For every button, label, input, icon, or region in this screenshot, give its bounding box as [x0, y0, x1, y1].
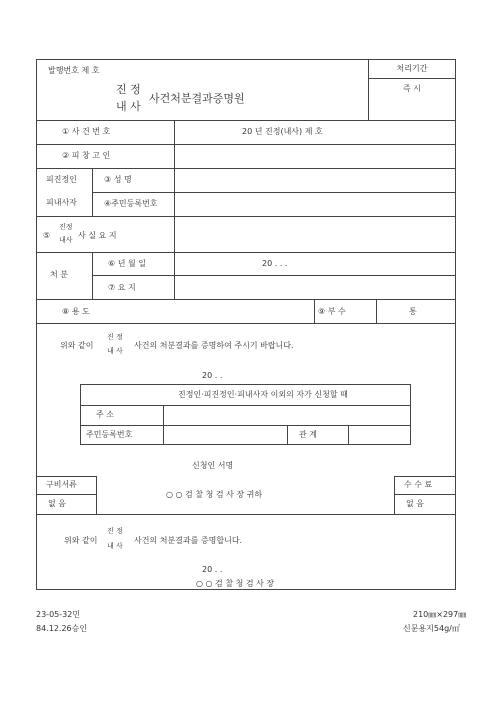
third-party-address-label: 주 소 — [96, 410, 114, 419]
required-docs-label: 구비서류 — [46, 480, 77, 489]
disposition-date-label: ⑥ 년 월 일 — [108, 259, 146, 268]
request-nae-sa: 내 사 — [107, 347, 123, 355]
header-jin-jeong: 진 정 — [116, 83, 141, 96]
investigated-label: 피내사자 — [46, 198, 77, 207]
name-label: ③ 성 명 — [104, 175, 132, 184]
request-prefix: 위와 같이 — [60, 341, 94, 350]
case-number-label: ① 사 건 번 호 — [62, 127, 111, 136]
certify-issuer: ○ ○ 검 찰 청 검 사 장 — [196, 579, 275, 588]
petitioner-label: ② 피 창 고 인 — [62, 151, 111, 160]
paper-type: 신문용지54g/㎡ — [403, 624, 460, 633]
request-date: 20 . . — [202, 371, 223, 380]
third-party-heading: 진정인·피진정인·피내사자 이외의 자가 신청할 때 — [178, 390, 348, 399]
summary-jin-jeong: 진정 — [59, 223, 73, 231]
purpose-label: ⑧ 용 도 — [62, 307, 90, 316]
approval-date: 84.12.26승인 — [36, 624, 88, 633]
processing-period-value: 즉 시 — [403, 84, 421, 93]
fee-value: 없 음 — [406, 499, 424, 508]
summary-number: ⑤ — [43, 231, 51, 240]
applicant-signature-line: 신청인 서명 — [192, 461, 234, 470]
third-party-resident-label: 주민등록번호 — [86, 430, 133, 439]
disposition-gist-label: ⑦ 요 지 — [108, 283, 136, 292]
form-number: 23-05-32민 — [36, 610, 81, 619]
third-party-relation-label: 관 계 — [299, 430, 317, 439]
issue-number: 발행번호 제 호 — [48, 66, 100, 75]
copies-unit: 통 — [409, 307, 417, 316]
fee-label: 수 수 료 — [404, 480, 433, 489]
case-number-value: 20 년 진정(내사) 제 호 — [242, 127, 323, 136]
request-jin-jeong: 진 정 — [107, 333, 123, 341]
certify-date: 20 . . — [202, 565, 223, 574]
certify-prefix: 위와 같이 — [64, 536, 98, 545]
addressee: ○ ○ 검 찰 청 검 사 장 귀하 — [166, 490, 263, 499]
request-sentence: 사건의 처분결과를 증명하여 주시기 바랍니다. — [134, 341, 294, 350]
certify-nae-sa: 내 사 — [107, 542, 123, 550]
header-nae-sa: 내 사 — [116, 100, 141, 113]
summary-label: 사 실 요 지 — [78, 231, 117, 240]
document-title: 사건처분결과증명원 — [149, 92, 245, 105]
paper-size: 210㎜×297㎜ — [413, 610, 467, 619]
required-docs-value: 없 음 — [48, 499, 66, 508]
respondent-label: 피진정인 — [46, 175, 77, 184]
summary-nae-sa: 내사 — [59, 236, 73, 244]
copies-label: ⑨ 부 수 — [318, 307, 346, 316]
resident-number-label: ④주민등록번호 — [104, 199, 158, 208]
certify-sentence: 사건의 처분결과를 증명합니다. — [134, 536, 243, 545]
certify-jin-jeong: 진 정 — [107, 527, 123, 535]
processing-period-label: 처리기간 — [396, 64, 428, 73]
disposition-date-value: 20 . . . — [262, 259, 288, 268]
disposition-label: 처 분 — [50, 270, 68, 279]
